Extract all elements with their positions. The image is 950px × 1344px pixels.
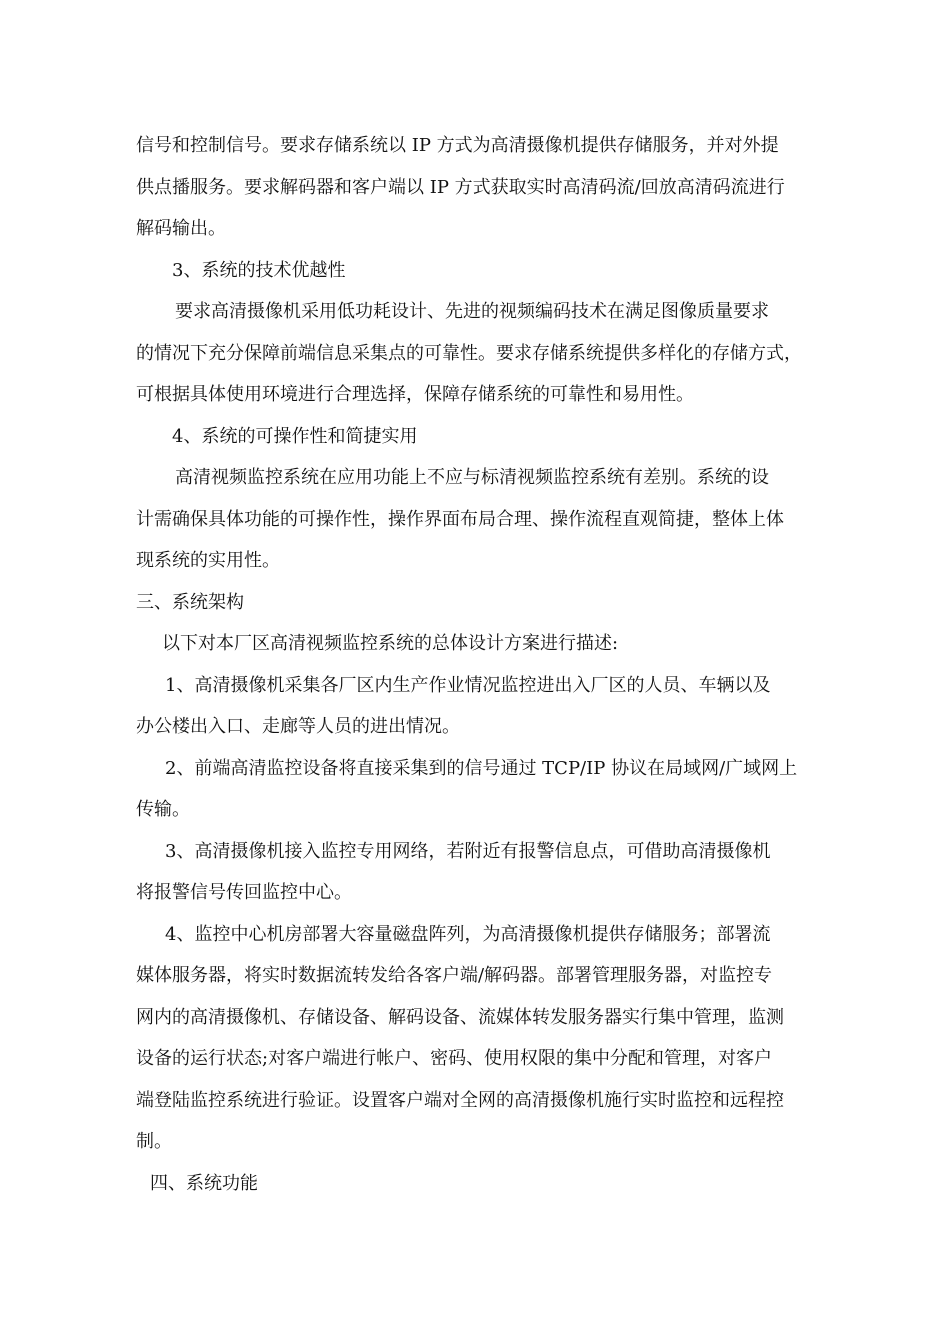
paragraph-line: 供点播服务。要求解码器和客户端以 IP 方式获取实时高清码流/回放高清码流进行 [136,177,785,198]
chapter-heading: 四、系统功能 [150,1173,258,1194]
paragraph-line: 的情况下充分保障前端信息采集点的可靠性。要求存储系统提供多样化的存储方式， [136,343,802,364]
paragraph-line: 以下对本厂区高清视频监控系统的总体设计方案进行描述: [162,633,619,654]
list-item-line: 端登陆监控系统进行验证。设置客户端对全网的高清摄像机施行实时监控和远程控 [136,1090,784,1111]
list-item-line: 2、前端高清监控设备将直接采集到的信号通过 TCP/IP 协议在局域网/广域网上 [165,758,798,779]
list-item-line: 4、监控中心机房部署大容量磁盘阵列，为高清摄像机提供存储服务；部署流 [165,924,771,945]
paragraph-line: 要求高清摄像机采用低功耗设计、先进的视频编码技术在满足图像质量要求 [175,301,769,322]
paragraph-line: 计需确保具体功能的可操作性，操作界面布局合理、操作流程直观简捷，整体上体 [136,509,784,530]
list-item-line: 制。 [136,1131,172,1152]
section-heading: 3、系统的技术优越性 [172,260,346,281]
paragraph-line: 解码输出。 [136,218,226,239]
list-item-line: 将报警信号传回监控中心。 [136,882,352,903]
list-item-line: 网内的高清摄像机、存储设备、解码设备、流媒体转发服务器实行集中管理，监测 [136,1007,784,1028]
paragraph-line: 现系统的实用性。 [136,550,280,571]
list-item-line: 设备的运行状态;对客户端进行帐户、密码、使用权限的集中分配和管理，对客户 [136,1048,773,1069]
list-item-line: 3、高清摄像机接入监控专用网络，若附近有报警信息点，可借助高清摄像机 [165,841,771,862]
list-item-line: 传输。 [136,799,190,820]
list-item-line: 办公楼出入口、走廊等人员的进出情况。 [136,716,460,737]
section-heading: 4、系统的可操作性和简捷实用 [172,426,418,447]
paragraph-line: 可根据具体使用环境进行合理选择，保障存储系统的可靠性和易用性。 [136,384,694,405]
list-item-line: 媒体服务器，将实时数据流转发给各客户端/解码器。部署管理服务器，对监控专 [136,965,773,986]
list-item-line: 1、高清摄像机采集各厂区内生产作业情况监控进出入厂区的人员、车辆以及 [165,675,771,696]
chapter-heading: 三、系统架构 [136,592,244,613]
paragraph-line: 信号和控制信号。要求存储系统以 IP 方式为高清摄像机提供存储服务，并对外提 [136,135,779,156]
paragraph-line: 高清视频监控系统在应用功能上不应与标清视频监控系统有差别。系统的设 [175,467,769,488]
